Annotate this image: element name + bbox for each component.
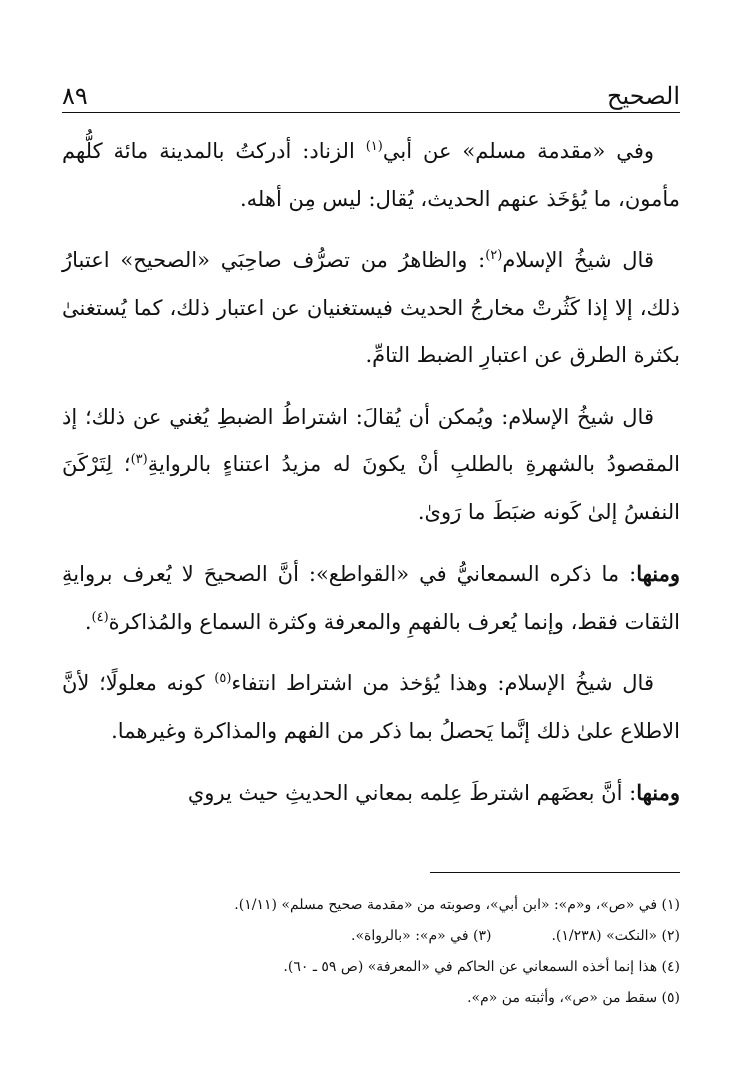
footnotes — [62, 890, 680, 1014]
paragraph: وفي «مقدمة مسلم» عن أبي$^{(١)}$ الزناد: أدركتُ بالمدينة مائة كلُّهم مأمون، ما يُؤخَذ عنهم الحديث، يُقال: ليس مِن أهله. — [62, 139, 680, 211]
lead-word: ومنها — [636, 780, 680, 805]
lead-word: ومنها — [636, 561, 680, 586]
footnote-2: (٢) «النكت» (١/٢٣٨). — [551, 928, 680, 944]
body-text — [62, 128, 680, 832]
running-title: الصحيح — [606, 82, 680, 110]
paragraph: ومنها: أنَّ بعضَهم اشترطَ عِلمه بمعاني الحديثِ حيث يروي — [187, 780, 680, 805]
footnote-ref: (٢) — [485, 248, 503, 263]
footnote-5: (٥) سقط من «ص»، وأثبته من «م». — [467, 990, 680, 1006]
paragraph: قال شيخُ الإسلام: ويُمكن أن يُقالَ: اشتراطُ الضبطِ يُغني عن ذلك؛ إذ المقصودُ بالشهرةِ بالطلبِ أنْ يكونَ له مزيدُ اعتناءٍ بالروايةِ$^{(٣)}$؛ لِتَرْكَنَ النفسُ إلىٰ كَونه ضبَطَ ما رَوىٰ. — [62, 404, 681, 524]
footnote-row — [62, 921, 680, 952]
header-rule — [62, 112, 680, 113]
page-number: ٨٩ — [62, 82, 88, 110]
footnote-1: (١) في «ص»، و«م»: «ابن أبي»، وصوبته من «مقدمة صحيح مسلم» (١/١١). — [234, 897, 680, 913]
page-header — [62, 70, 680, 110]
footnote-ref: (٥) — [214, 671, 232, 686]
footnote-ref: (٣) — [130, 452, 148, 467]
footnote-separator — [430, 872, 680, 873]
footnote-4: (٤) هذا إنما أخذه السمعاني عن الحاكم في «المعرفة» (ص ٥٩ ـ ٦٠). — [283, 959, 680, 975]
paragraph: ومنها: ما ذكره السمعانيُّ في «القواطع»: أنَّ الصحيحَ لا يُعرف بروايةِ الثقات فقط، وإنما يُعرف بالفهمِ والمعرفة وكثرة السماع والمُذاكرة$^{(٤)}$. — [62, 561, 680, 634]
footnote-3: (٣) في «م»: «بالرواة». — [351, 928, 492, 944]
paragraph: قال شيخُ الإسلام: وهذا يُؤخذ من اشتراط انتفاء$^{(٥)}$ كونه معلولًا؛ لأنَّ الاطلاع علىٰ ذلك إنَّما يَحصلُ بما ذكر من الفهم والمذاكرة وغيرهما. — [62, 671, 680, 743]
footnote-ref: (٤) — [91, 609, 109, 625]
footnote-ref: (١) — [365, 139, 383, 154]
paragraph: قال شيخُ الإسلام$^{(٢)}$: والظاهرُ من تصرُّف صاحِبَي «الصحيح» اعتبارُ ذلك، إلا إذا كَثُرتْ مخارجُ الحديث فيستغنيان عن اعتبار ذلك، كما يُستغنىٰ بكثرة الطرق عن اعتبارِ الضبط التامِّ. — [62, 248, 680, 367]
